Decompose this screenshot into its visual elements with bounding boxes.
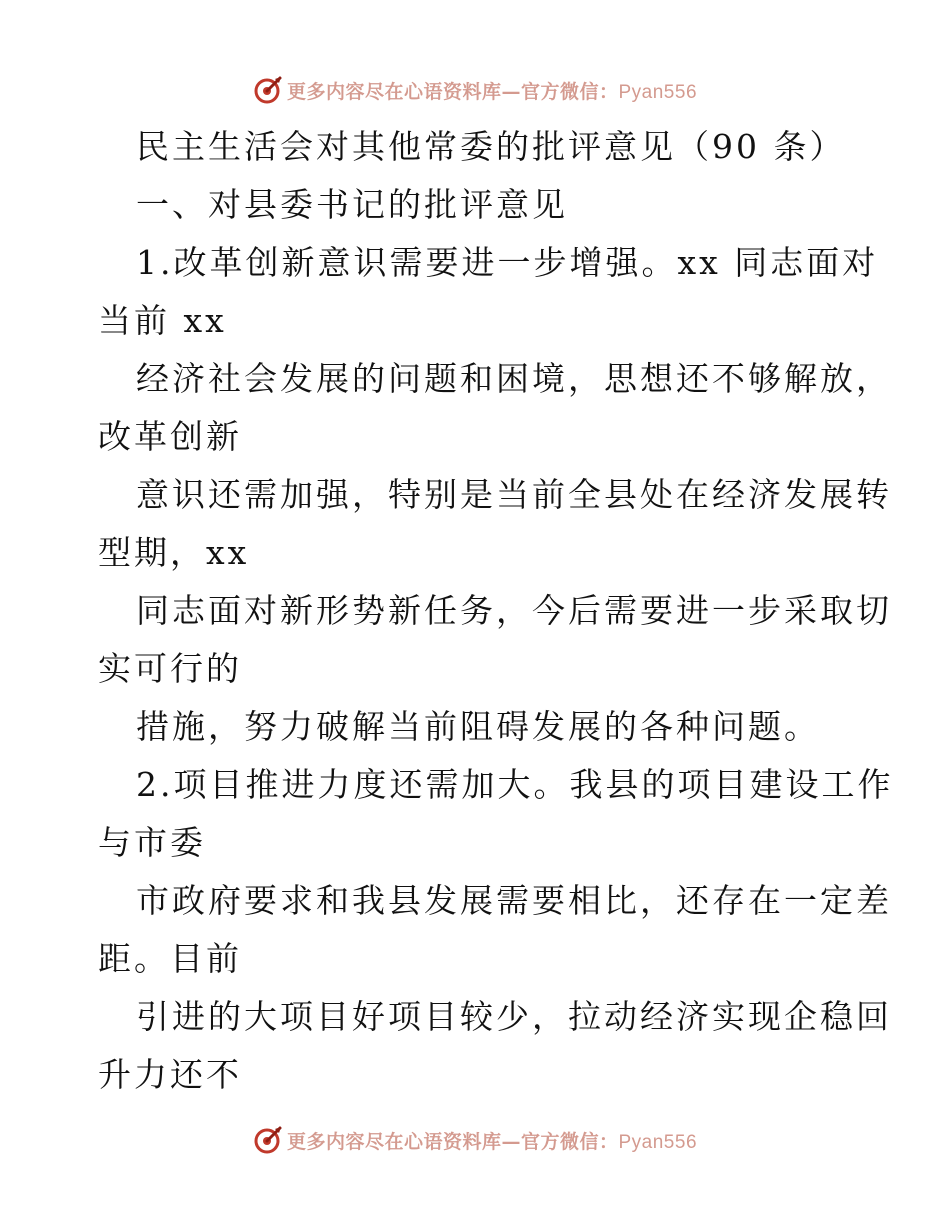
section-heading: 一、对县委书记的批评意见 — [136, 185, 568, 224]
document-title: 民主生活会对其他常委的批评意见（90 条） — [136, 127, 846, 166]
paragraph-line: 2.项目推进力度还需加大。我县的项目建设工作 — [136, 765, 894, 804]
paragraph-line: 型期，xx — [98, 533, 250, 572]
paragraph-line: 1.改革创新意识需要进一步增强。xx 同志面对 — [136, 243, 879, 282]
paragraph-line: 升力还不 — [98, 1055, 242, 1094]
pen-logo-icon — [253, 75, 283, 105]
header-watermark-text — [287, 77, 697, 104]
footer-watermark-id: Pyan556 — [618, 1131, 698, 1153]
header-watermark-sep: —官方微信： — [501, 80, 619, 103]
paragraph-line: 措施，努力破解当前阻碍发展的各种问题。 — [136, 707, 820, 746]
footer-watermark — [0, 1120, 950, 1160]
header-watermark-id: Pyan556 — [618, 81, 698, 103]
paragraph-line: 当前 xx — [98, 301, 227, 340]
paragraph-line: 同志面对新形势新任务，今后需要进一步采取切 — [136, 591, 892, 630]
paragraph-line: 改革创新 — [98, 417, 242, 456]
paragraph-line: 经济社会发展的问题和困境，思想还不够解放， — [136, 359, 892, 398]
pen-logo-icon — [253, 1125, 283, 1155]
paragraph-line: 与市委 — [98, 823, 206, 862]
paragraph-line: 实可行的 — [98, 649, 242, 688]
footer-watermark-text — [287, 1127, 697, 1154]
footer-watermark-sep: —官方微信： — [501, 1130, 619, 1153]
header-watermark-main: 更多内容尽在心语资料库 — [286, 80, 502, 103]
paragraph-line: 市政府要求和我县发展需要相比，还存在一定差 — [136, 881, 892, 920]
document-body — [98, 118, 894, 1104]
footer-watermark-main: 更多内容尽在心语资料库 — [286, 1130, 502, 1153]
header-watermark — [0, 70, 950, 110]
paragraph-line: 引进的大项目好项目较少，拉动经济实现企稳回 — [136, 997, 892, 1036]
paragraph-line: 意识还需加强，特别是当前全县处在经济发展转 — [136, 475, 892, 514]
paragraph-line: 距。目前 — [98, 939, 242, 978]
